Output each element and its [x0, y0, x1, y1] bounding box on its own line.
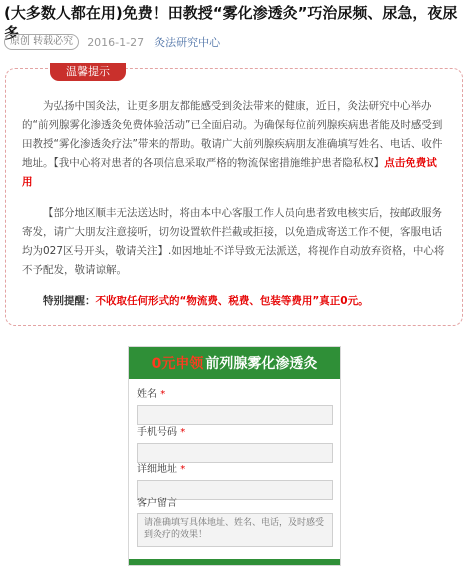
special-reminder-text: 不收取任何形式的“物流费、税费、包装等费用”真正0元。: [95, 295, 369, 307]
author-link[interactable]: 灸法研究中心: [154, 36, 221, 49]
message-field-group: [137, 498, 333, 547]
form-header: [129, 347, 340, 379]
article-meta: [4, 34, 220, 50]
free-trial-link[interactable]: 点击免费试用: [22, 157, 437, 188]
message-label: 客户留言: [137, 498, 177, 509]
notice-paragraph-1: [22, 97, 447, 192]
special-reminder-label: 特别提醒：: [43, 295, 96, 307]
phone-required-mark: *: [180, 427, 186, 438]
notice-paragraph-3: [22, 292, 447, 311]
address-label: 详细地址: [137, 464, 177, 475]
name-label: 姓名: [137, 389, 157, 400]
phone-field-group: [137, 427, 333, 463]
notice-box: [5, 65, 463, 326]
phone-label: 手机号码: [137, 427, 177, 438]
notice-tab: 温馨提示: [50, 63, 126, 81]
notice-paragraph-2: 【部分地区顺丰无法送达时，将由本中心客服工作人员向患者致电核实后，按邮政服务寄发，请广大朋友注意接听，切勿设置软件拦截或拒接，以免造成寄送工作不便，客服电话均为027区号开头，敬请关注】.如因地址不详导致无法派送，将视作自动放弃资格，中心将不予配发，敬请谅解。: [22, 207, 445, 276]
name-required-mark: *: [160, 389, 166, 400]
article-title: (大多数人都在用)免费！田教授“雾化渗透灸”巧治尿频、尿急，夜尿多: [4, 4, 458, 42]
form-header-highlight: 0元申领: [151, 356, 204, 372]
publish-date: 2016-1-27: [87, 35, 145, 49]
notice-body: [22, 97, 447, 323]
notice-paragraph-1-text: 为弘扬中国灸法，让更多朋友都能感受到灸法带来的健康，近日，灸法研究中心举办的“前列腺雾化渗透灸免费体验活动”已全面启动。为确保每位前列腺疾病患者能及时感受到田教授“雾化渗透灸疗法”带来的帮助。敬请广大前列腺疾病朋友准确填写姓名、电话、收件地址。【我中心将对患者的各项信息采取严格的物流保密措施维护患者隐私权】: [22, 100, 443, 169]
address-field-group: [137, 464, 333, 500]
address-required-mark: *: [180, 464, 186, 475]
name-field-group: [137, 389, 333, 425]
message-textarea[interactable]: [137, 513, 333, 547]
apply-form: [128, 346, 341, 566]
submit-button[interactable]: [129, 559, 340, 565]
name-input[interactable]: [137, 405, 333, 425]
address-input[interactable]: [137, 480, 333, 500]
original-badge: 原创 转载必究: [4, 34, 79, 50]
phone-input[interactable]: [137, 443, 333, 463]
form-header-text: 前列腺雾化渗透灸: [205, 356, 318, 372]
